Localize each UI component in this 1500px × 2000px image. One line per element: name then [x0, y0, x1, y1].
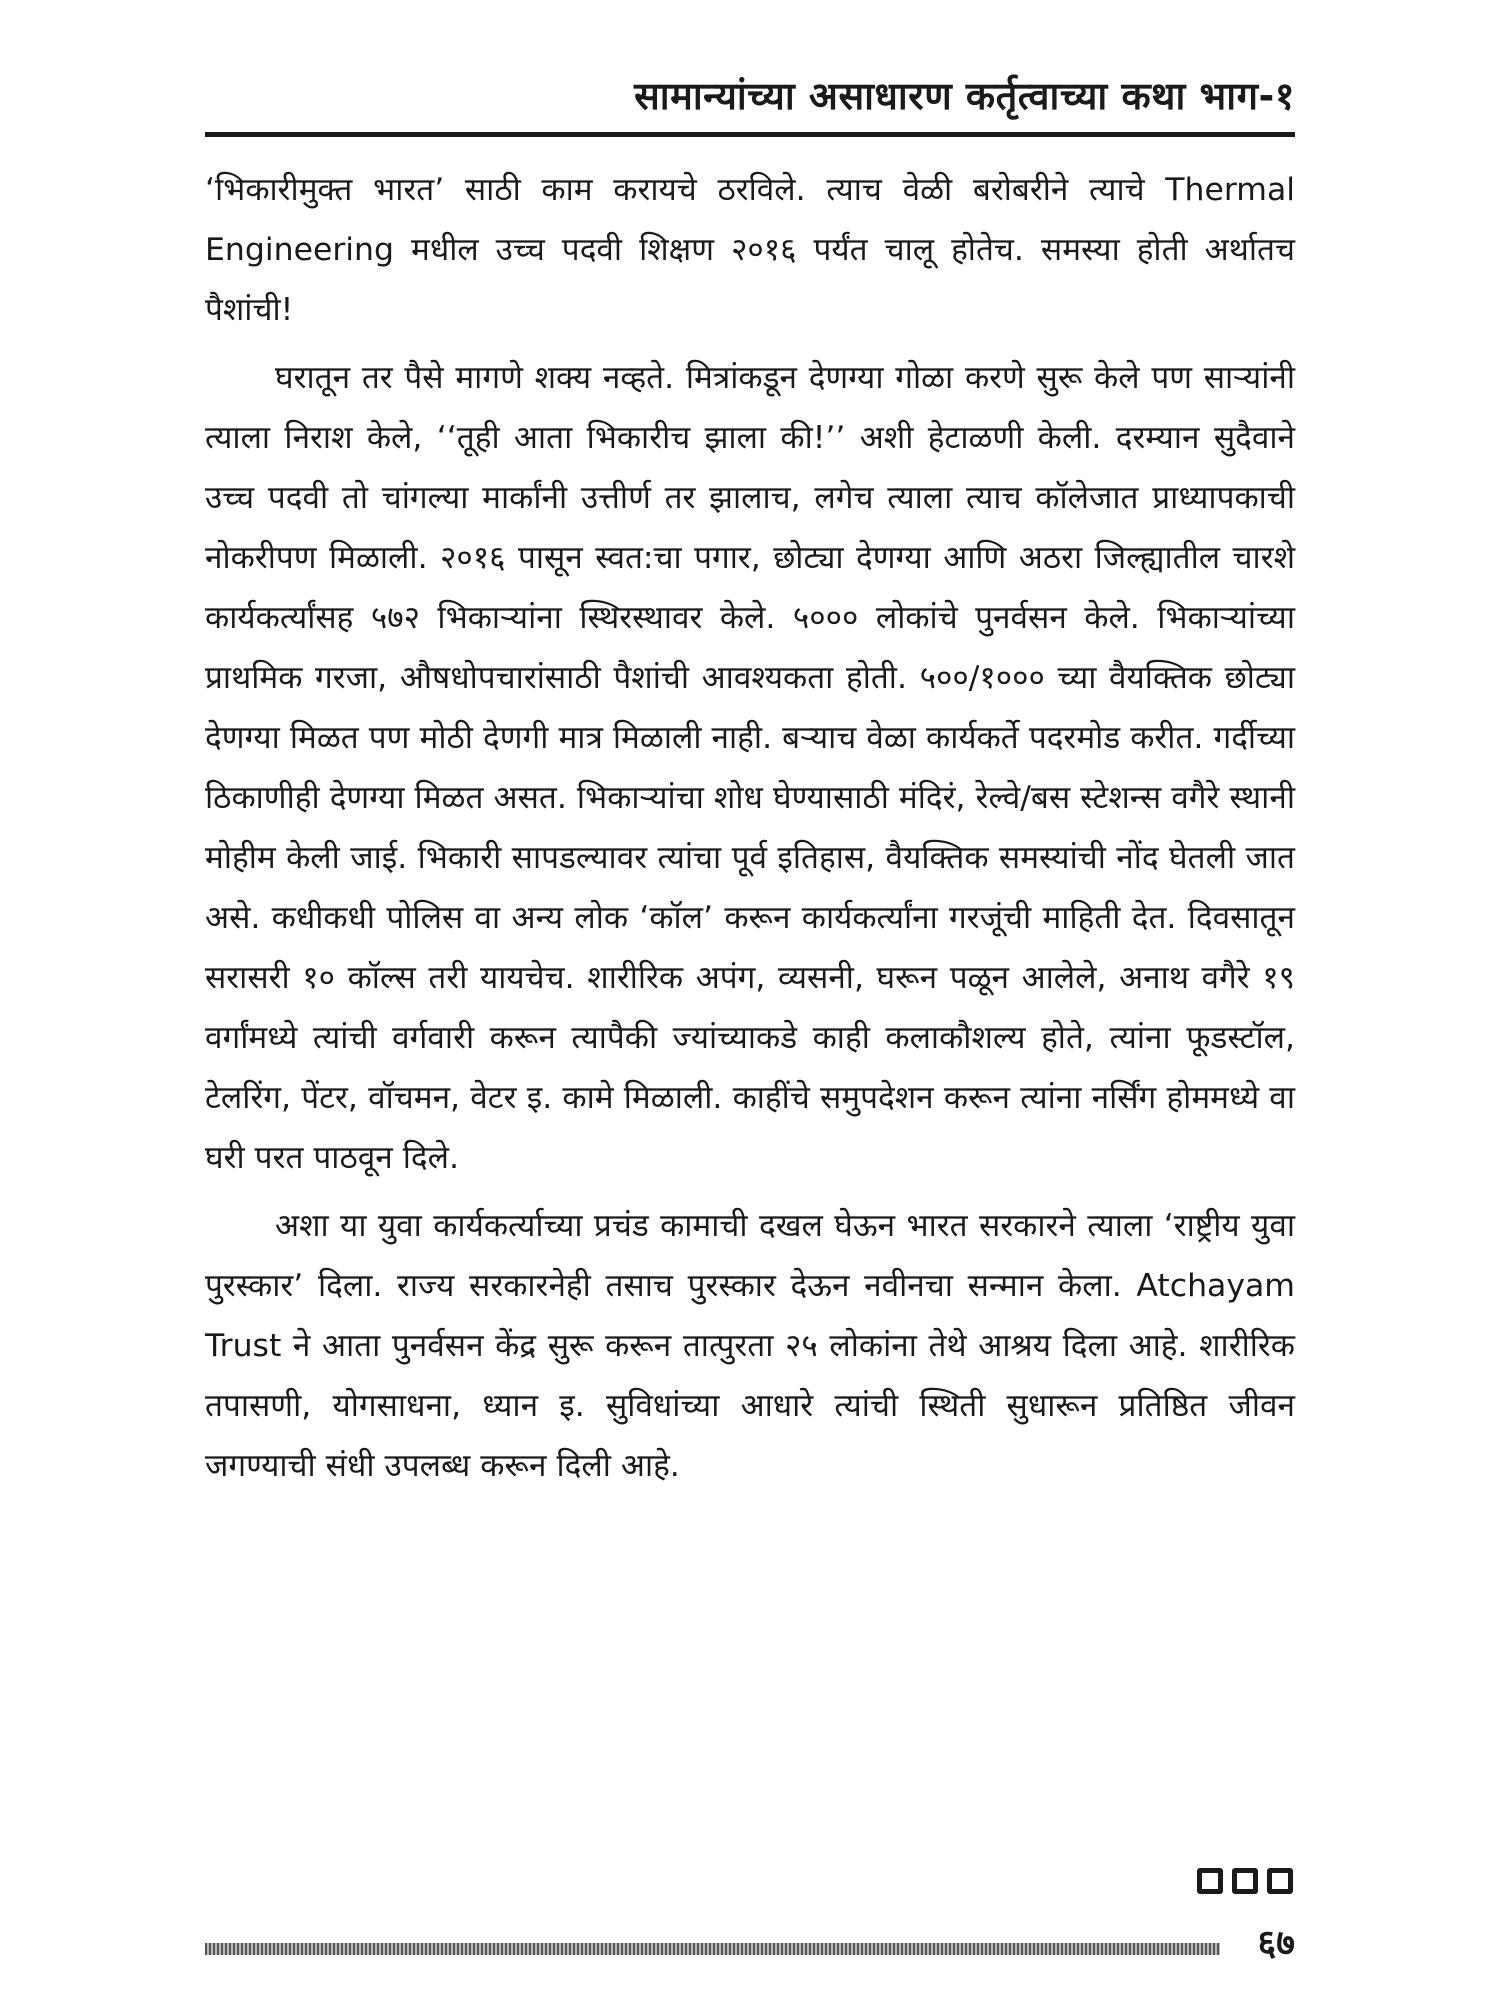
end-mark-box-icon — [1197, 1868, 1223, 1894]
end-mark-box-icon — [1232, 1868, 1258, 1894]
paragraph-2: घरातून तर पैसे मागणे शक्य नव्हते. मित्रांकडून देणग्या गोळा करणे सुरू केले पण साऱ्यांनी त्याला निराश केले, ‘‘तूही आता भिकारीच झाला की!’’ अशी हेटाळणी केली. दरम्यान सुदैवाने उच्च पदवी तो चांगल्या मार्कांनी उत्तीर्ण तर झालाच, लगेच त्याला त्याच कॉलेजात प्राध्यापकाची नोकरीपण मिळाली. २०१६ पासून स्वत:चा पगार, छोट्या देणग्या आणि अठरा जिल्ह्यातील चारशे कार्यकर्त्यांसह ५७२ भिकाऱ्यांना स्थिरस्थावर केले. ५००० लोकांचे पुनर्वसन केले. भिकाऱ्यांच्या प्राथमिक गरजा, औषधोपचारांसाठी पैशांची आवश्यकता होती. ५००/१००० च्या वैयक्तिक छोट्या देणग्या मिळत पण मोठी देणगी मात्र मिळाली नाही. बऱ्याच वेळा कार्यकर्ते पदरमोड करीत. गर्दीच्या ठिकाणीही देणग्या मिळत असत. भिकाऱ्यांचा शोध घेण्यासाठी मंदिरं, रेल्वे/बस स्टेशन्स वगैरे स्थानी मोहीम केली जाई. भिकारी सापडल्यावर त्यांचा पूर्व इतिहास, वैयक्तिक समस्यांची नोंद घेतली जात असे. कधीकधी पोलिस वा अन्य लोक ‘कॉल’ करून कार्यकर्त्यांना गरजूंची माहिती देत. दिवसातून सरासरी १० कॉल्स तरी यायचेच. शारीरिक अपंग, व्यसनी, घरून पळून आलेले, अनाथ वगैरे १९ वर्गांमध्ये त्यांची वर्गवारी करून त्यापैकी ज्यांच्याकडे काही कलाकौशल्य होते, त्यांना फूडस्टॉल, टेलरिंग, पेंटर, वॉचमन, वेटर इ. कामे मिळाली. काहींचे समुपदेशन करून त्यांना नर्सिंग होममध्ये वा घरी परत पाठवून दिले. — [205, 360, 1295, 1176]
running-header — [205, 70, 1295, 137]
running-title: सामान्यांच्या असाधारण कर्तृत्वाच्या कथा भाग-१ — [634, 74, 1295, 118]
footer-rule — [205, 1943, 1220, 1955]
end-mark-box-icon — [1267, 1868, 1293, 1894]
paragraph-1: ‘भिकारीमुक्त भारत’ साठी काम करायचे ठरविले. त्याच वेळी बरोबरीने त्याचे Thermal Engineering मधील उच्च पदवी शिक्षण २०१६ पर्यंत चालू होतेच. समस्या होती अर्थातच पैशांची! — [205, 172, 1295, 328]
section-end-marks — [1197, 1868, 1293, 1894]
paragraph-3: अशा या युवा कार्यकर्त्याच्या प्रचंड कामाची दखल घेऊन भारत सरकारने त्याला ‘राष्ट्रीय युवा पुरस्कार’ दिला. राज्य सरकारनेही तसाच पुरस्कार देऊन नवीनचा सन्मान केला. Atchayam Trust ने आता पुनर्वसन केंद्र सुरू करून तात्पुरता २५ लोकांना तेथे आश्रय दिला आहे. शारीरिक तपासणी, योगसाधना, ध्यान इ. सुविधांच्या आधारे त्यांची स्थिती सुधारून प्रतिष्ठित जीवन जगण्याची संधी उपलब्ध करून दिली आहे. — [205, 1208, 1295, 1484]
body-text — [205, 160, 1295, 1504]
page-number: ६७ — [1257, 1923, 1295, 1964]
